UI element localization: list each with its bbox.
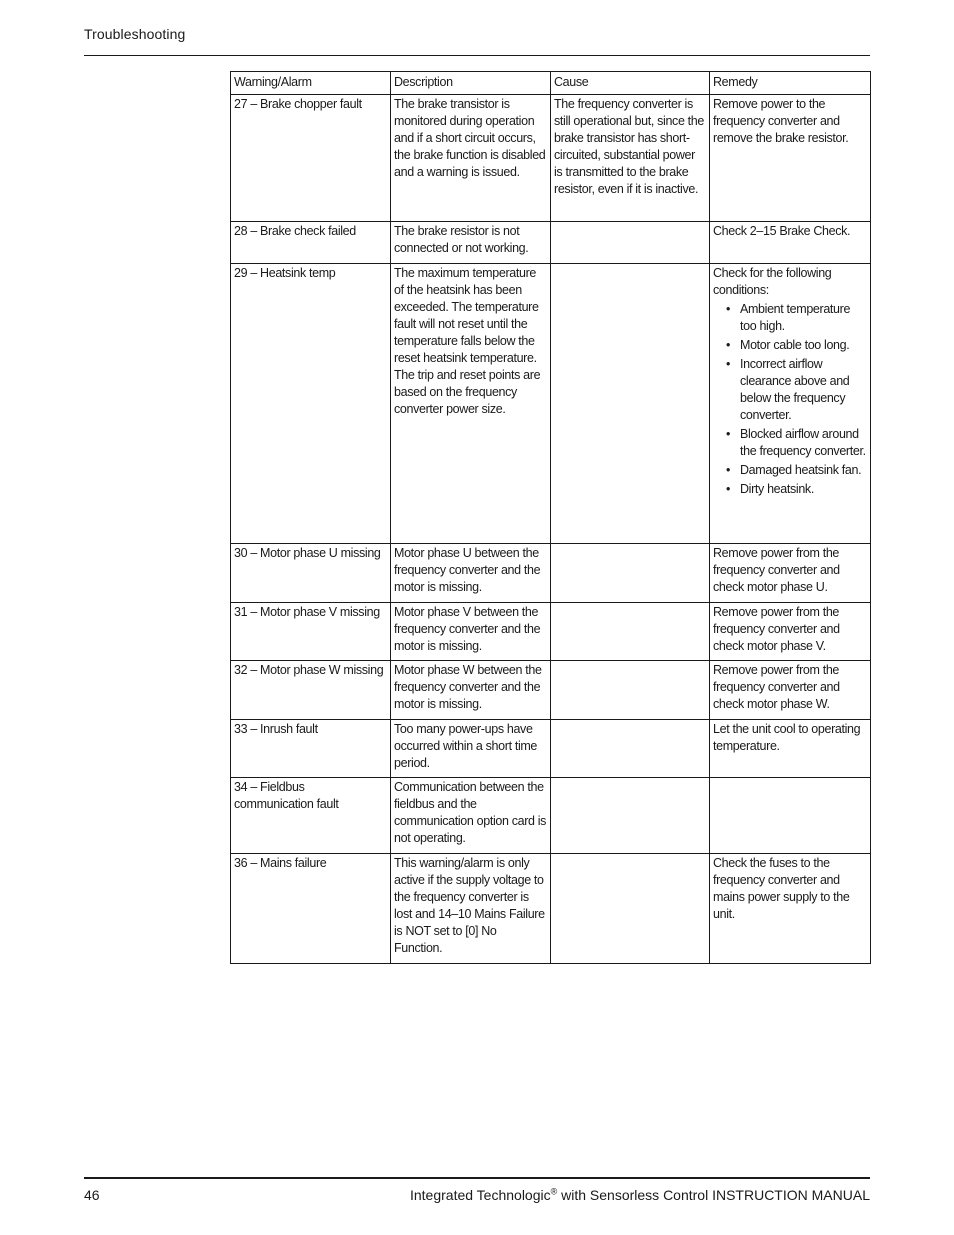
remedy-cell: Remove power from the frequency converter and check motor phase V. xyxy=(710,603,871,661)
alarm-cell: 31 – Motor phase V missing xyxy=(231,603,391,661)
column-header-warning-alarm: Warning/Alarm xyxy=(231,72,391,95)
alarm-cell: 29 – Heatsink temp xyxy=(231,264,391,544)
table-row xyxy=(231,264,871,544)
table-row xyxy=(231,544,871,603)
cause-cell xyxy=(551,720,710,778)
remedy-cell: Remove power to the frequency converter and remove the brake resistor. xyxy=(710,95,871,222)
table-row xyxy=(231,222,871,264)
remedy-cell: Remove power from the frequency converter and check motor phase U. xyxy=(710,544,871,603)
table-row xyxy=(231,854,871,964)
list-item: • Motor cable too long. xyxy=(740,337,867,354)
cause-cell: The frequency converter is still operational but, since the brake transistor has short-circuited, substantial power is transmitted to the brake resistor, even if it is inactive. xyxy=(551,95,710,222)
cause-cell xyxy=(551,603,710,661)
manual-title-suffix: with Sensorless Control INSTRUCTION MANUAL xyxy=(557,1187,870,1203)
header-rule xyxy=(84,55,870,56)
description-cell: Motor phase V between the frequency converter and the motor is missing. xyxy=(391,603,551,661)
troubleshooting-table xyxy=(230,71,871,964)
table-row xyxy=(231,778,871,854)
cause-cell xyxy=(551,544,710,603)
registered-mark: ® xyxy=(550,1186,558,1197)
table-row xyxy=(231,95,871,222)
footer-rule xyxy=(84,1177,870,1179)
list-item: • Incorrect airflow clearance above and below the frequency converter. xyxy=(740,356,867,424)
remedy-cell: Check the fuses to the frequency converter and mains power supply to the unit. xyxy=(710,854,871,964)
list-item: • Damaged heatsink fan. xyxy=(740,462,867,479)
description-cell: Communication between the fieldbus and the communication option card is not operating. xyxy=(391,778,551,854)
alarm-cell: 36 – Mains failure xyxy=(231,854,391,964)
description-cell: Motor phase U between the frequency converter and the motor is missing. xyxy=(391,544,551,603)
column-header-description: Description xyxy=(391,72,551,95)
alarm-cell: 34 – Fieldbus communication fault xyxy=(231,778,391,854)
description-cell: Too many power-ups have occurred within a short time period. xyxy=(391,720,551,778)
manual-title-prefix: Integrated Technologic xyxy=(409,1187,551,1203)
list-item: • Dirty heatsink. xyxy=(740,481,867,498)
manual-title xyxy=(410,1187,870,1203)
remedy-cell xyxy=(710,778,871,854)
alarm-cell: 33 – Inrush fault xyxy=(231,720,391,778)
remedy-checklist xyxy=(713,301,867,498)
remedy-cell: Let the unit cool to operating temperature. xyxy=(710,720,871,778)
list-item: • Blocked airflow around the frequency converter. xyxy=(740,426,867,460)
remedy-cell xyxy=(710,264,871,544)
column-header-cause: Cause xyxy=(551,72,710,95)
table-row xyxy=(231,603,871,661)
cause-cell xyxy=(551,854,710,964)
table-row xyxy=(231,661,871,720)
column-header-remedy: Remedy xyxy=(710,72,871,95)
remedy-cell: Check 2–15 Brake Check. xyxy=(710,222,871,264)
alarm-cell: 28 – Brake check failed xyxy=(231,222,391,264)
description-cell: The maximum temperature of the heatsink has been exceeded. The temperature fault will not reset until the temperature falls below the reset heatsink temperature. The trip and reset points are based on the frequency converter power size. xyxy=(391,264,551,544)
cause-cell xyxy=(551,222,710,264)
description-cell: The brake transistor is monitored during operation and if a short circuit occurs, the brake function is disabled and a warning is issued. xyxy=(391,95,551,222)
description-cell: This warning/alarm is only active if the supply voltage to the frequency converter is lost and 14–10 Mains Failure is NOT set to [0] No Function. xyxy=(391,854,551,964)
list-item: • Ambient temperature too high. xyxy=(740,301,867,335)
cause-cell xyxy=(551,264,710,544)
table-row xyxy=(231,720,871,778)
alarm-cell: 30 – Motor phase U missing xyxy=(231,544,391,603)
cause-cell xyxy=(551,661,710,720)
alarm-cell: 32 – Motor phase W missing xyxy=(231,661,391,720)
running-header: Troubleshooting xyxy=(84,26,186,42)
remedy-intro: Check for the following conditions: xyxy=(713,266,832,297)
alarm-cell: 27 – Brake chopper fault xyxy=(231,95,391,222)
cause-cell xyxy=(551,778,710,854)
table-header-row xyxy=(231,72,871,95)
remedy-cell: Remove power from the frequency converter and check motor phase W. xyxy=(710,661,871,720)
description-cell: Motor phase W between the frequency converter and the motor is missing. xyxy=(391,661,551,720)
description-cell: The brake resistor is not connected or not working. xyxy=(391,222,551,264)
page-number: 46 xyxy=(84,1187,100,1203)
